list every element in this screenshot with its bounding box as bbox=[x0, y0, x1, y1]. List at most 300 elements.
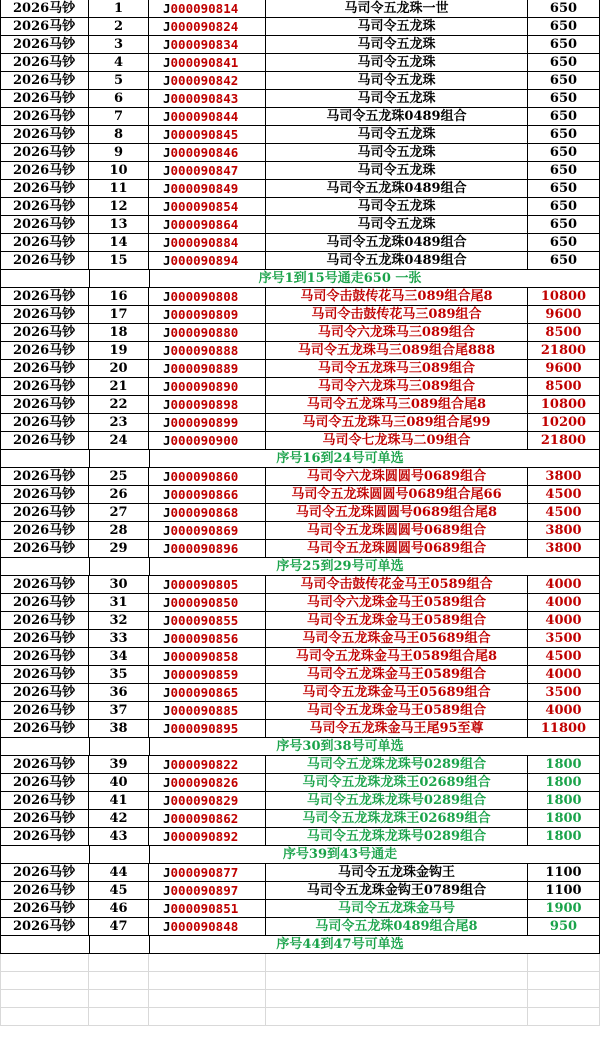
serial-number: 000090846 bbox=[170, 145, 239, 160]
description-cell: 马司令击鼓传花马三089组合尾8 bbox=[266, 288, 528, 306]
serial-prefix: J bbox=[163, 109, 171, 124]
serial-number: 000090826 bbox=[170, 775, 239, 790]
table-row bbox=[0, 180, 600, 198]
serial-number: 000090858 bbox=[170, 649, 239, 664]
table-row bbox=[0, 432, 600, 450]
year-cell: 2026马钞 bbox=[0, 234, 89, 252]
empty-row bbox=[0, 990, 600, 1008]
empty-cell bbox=[528, 954, 600, 972]
year-cell: 2026马钞 bbox=[0, 702, 89, 720]
table-row bbox=[0, 828, 600, 846]
seq-cell: 16 bbox=[89, 288, 149, 306]
serial-cell bbox=[149, 630, 266, 648]
group-note bbox=[0, 936, 600, 954]
seq-cell: 36 bbox=[89, 684, 149, 702]
empty-cell bbox=[149, 972, 266, 990]
year-cell: 2026马钞 bbox=[0, 198, 89, 216]
empty-cell bbox=[149, 954, 266, 972]
seq-cell: 15 bbox=[89, 252, 149, 270]
serial-prefix: J bbox=[163, 307, 171, 322]
year-cell: 2026马钞 bbox=[0, 864, 89, 882]
table-row bbox=[0, 684, 600, 702]
serial-number: 000090865 bbox=[170, 685, 239, 700]
price-cell: 650 bbox=[528, 108, 600, 126]
seq-cell: 9 bbox=[89, 144, 149, 162]
group-note-text: 序号16到24号可单选 bbox=[276, 451, 404, 466]
serial-cell bbox=[149, 360, 266, 378]
description-cell: 马司令五龙珠 bbox=[266, 18, 528, 36]
seq-cell: 33 bbox=[89, 630, 149, 648]
price-cell: 950 bbox=[528, 918, 600, 936]
table-row bbox=[0, 252, 600, 270]
empty-cell bbox=[149, 990, 266, 1008]
seq-cell: 12 bbox=[89, 198, 149, 216]
serial-number: 000090842 bbox=[170, 73, 239, 88]
serial-cell bbox=[149, 0, 266, 18]
description-cell: 马司令五龙珠圆圆号0689组合尾8 bbox=[266, 504, 528, 522]
serial-cell bbox=[149, 576, 266, 594]
serial-prefix: J bbox=[163, 469, 171, 484]
seq-cell: 31 bbox=[89, 594, 149, 612]
cell-divider bbox=[1, 738, 150, 756]
serial-prefix: J bbox=[163, 37, 171, 52]
serial-prefix: J bbox=[163, 433, 171, 448]
serial-prefix: J bbox=[163, 91, 171, 106]
serial-number: 000090805 bbox=[170, 577, 239, 592]
seq-cell: 45 bbox=[89, 882, 149, 900]
year-cell: 2026马钞 bbox=[0, 504, 89, 522]
price-cell: 650 bbox=[528, 72, 600, 90]
seq-cell: 47 bbox=[89, 918, 149, 936]
seq-cell: 14 bbox=[89, 234, 149, 252]
price-cell: 4000 bbox=[528, 666, 600, 684]
group-note bbox=[0, 270, 600, 288]
serial-number: 000090808 bbox=[170, 289, 239, 304]
table-row bbox=[0, 486, 600, 504]
table-row bbox=[0, 216, 600, 234]
empty-cell bbox=[89, 954, 149, 972]
serial-number: 000090897 bbox=[170, 883, 239, 898]
seq-cell: 8 bbox=[89, 126, 149, 144]
seq-cell: 34 bbox=[89, 648, 149, 666]
cell-divider bbox=[1, 270, 150, 288]
year-cell: 2026马钞 bbox=[0, 180, 89, 198]
table-row bbox=[0, 756, 600, 774]
serial-cell bbox=[149, 540, 266, 558]
table-row bbox=[0, 0, 600, 18]
price-cell: 11800 bbox=[528, 720, 600, 738]
description-cell: 马司令五龙珠圆圆号0689组合 bbox=[266, 522, 528, 540]
year-cell: 2026马钞 bbox=[0, 630, 89, 648]
group-note bbox=[0, 558, 600, 576]
table-row bbox=[0, 468, 600, 486]
seq-cell: 27 bbox=[89, 504, 149, 522]
seq-cell: 43 bbox=[89, 828, 149, 846]
empty-cell bbox=[266, 990, 528, 1008]
year-cell: 2026马钞 bbox=[0, 216, 89, 234]
year-cell: 2026马钞 bbox=[0, 612, 89, 630]
serial-prefix: J bbox=[163, 595, 171, 610]
price-cell: 650 bbox=[528, 36, 600, 54]
year-cell: 2026马钞 bbox=[0, 810, 89, 828]
price-cell: 4000 bbox=[528, 594, 600, 612]
table-row bbox=[0, 378, 600, 396]
price-cell: 650 bbox=[528, 162, 600, 180]
table-row bbox=[0, 630, 600, 648]
price-cell: 650 bbox=[528, 126, 600, 144]
empty-cell bbox=[266, 1008, 528, 1026]
year-cell: 2026马钞 bbox=[0, 306, 89, 324]
year-cell: 2026马钞 bbox=[0, 54, 89, 72]
serial-number: 000090829 bbox=[170, 793, 239, 808]
serial-cell bbox=[149, 108, 266, 126]
year-cell: 2026马钞 bbox=[0, 720, 89, 738]
serial-cell bbox=[149, 702, 266, 720]
table-row bbox=[0, 126, 600, 144]
seq-cell: 21 bbox=[89, 378, 149, 396]
serial-cell bbox=[149, 54, 266, 72]
description-cell: 马司令击鼓传花金马王0589组合 bbox=[266, 576, 528, 594]
seq-cell: 13 bbox=[89, 216, 149, 234]
serial-number: 000090859 bbox=[170, 667, 239, 682]
serial-number: 000090889 bbox=[170, 361, 239, 376]
price-cell: 4000 bbox=[528, 576, 600, 594]
table-row bbox=[0, 162, 600, 180]
table-row bbox=[0, 648, 600, 666]
serial-cell bbox=[149, 756, 266, 774]
table-row bbox=[0, 18, 600, 36]
description-cell: 马司令五龙珠马三089组合尾99 bbox=[266, 414, 528, 432]
table-row bbox=[0, 306, 600, 324]
year-cell: 2026马钞 bbox=[0, 126, 89, 144]
price-cell: 650 bbox=[528, 90, 600, 108]
serial-prefix: J bbox=[163, 883, 171, 898]
empty-cell bbox=[89, 1008, 149, 1026]
description-cell: 马司令五龙珠龙珠号0289组合 bbox=[266, 792, 528, 810]
serial-cell bbox=[149, 468, 266, 486]
year-cell: 2026马钞 bbox=[0, 288, 89, 306]
serial-prefix: J bbox=[163, 181, 171, 196]
description-cell: 马司令五龙珠 bbox=[266, 126, 528, 144]
group-note bbox=[0, 450, 600, 468]
table-row bbox=[0, 36, 600, 54]
empty-row bbox=[0, 972, 600, 990]
table-row bbox=[0, 360, 600, 378]
seq-cell: 44 bbox=[89, 864, 149, 882]
price-cell: 10800 bbox=[528, 396, 600, 414]
table-row bbox=[0, 900, 600, 918]
serial-cell bbox=[149, 36, 266, 54]
serial-prefix: J bbox=[163, 685, 171, 700]
description-cell: 马司令五龙珠 bbox=[266, 198, 528, 216]
serial-number: 000090851 bbox=[170, 901, 239, 916]
serial-prefix: J bbox=[163, 217, 171, 232]
seq-cell: 37 bbox=[89, 702, 149, 720]
seq-cell: 5 bbox=[89, 72, 149, 90]
serial-cell bbox=[149, 198, 266, 216]
table-row bbox=[0, 108, 600, 126]
description-cell: 马司令五龙珠金钩王0789组合 bbox=[266, 882, 528, 900]
year-cell: 2026马钞 bbox=[0, 108, 89, 126]
serial-prefix: J bbox=[163, 55, 171, 70]
serial-number: 000090869 bbox=[170, 523, 239, 538]
serial-number: 000090877 bbox=[170, 865, 239, 880]
serial-prefix: J bbox=[163, 757, 171, 772]
group-note-row bbox=[0, 738, 600, 756]
serial-number: 000090809 bbox=[170, 307, 239, 322]
seq-cell: 18 bbox=[89, 324, 149, 342]
price-cell: 8500 bbox=[528, 324, 600, 342]
empty-cell bbox=[0, 1008, 89, 1026]
price-cell: 3500 bbox=[528, 684, 600, 702]
year-cell: 2026马钞 bbox=[0, 414, 89, 432]
serial-number: 000090899 bbox=[170, 415, 239, 430]
serial-cell bbox=[149, 18, 266, 36]
seq-cell: 41 bbox=[89, 792, 149, 810]
seq-cell: 40 bbox=[89, 774, 149, 792]
seq-cell: 17 bbox=[89, 306, 149, 324]
description-cell: 马司令五龙珠金马王0589组合 bbox=[266, 612, 528, 630]
serial-prefix: J bbox=[163, 829, 171, 844]
serial-cell bbox=[149, 234, 266, 252]
table-row bbox=[0, 792, 600, 810]
serial-number: 000090864 bbox=[170, 217, 239, 232]
price-cell: 650 bbox=[528, 234, 600, 252]
description-cell: 马司令五龙珠马三089组合尾888 bbox=[266, 342, 528, 360]
price-cell: 3500 bbox=[528, 630, 600, 648]
price-cell: 10800 bbox=[528, 288, 600, 306]
cell-divider bbox=[1, 936, 150, 954]
year-cell: 2026马钞 bbox=[0, 252, 89, 270]
year-cell: 2026马钞 bbox=[0, 594, 89, 612]
description-cell: 马司令五龙珠 bbox=[266, 90, 528, 108]
serial-cell bbox=[149, 864, 266, 882]
serial-cell bbox=[149, 720, 266, 738]
serial-number: 000090822 bbox=[170, 757, 239, 772]
serial-number: 000090824 bbox=[170, 19, 239, 34]
serial-cell bbox=[149, 666, 266, 684]
price-cell: 1100 bbox=[528, 882, 600, 900]
price-cell: 1800 bbox=[528, 756, 600, 774]
serial-cell bbox=[149, 180, 266, 198]
year-cell: 2026马钞 bbox=[0, 648, 89, 666]
description-cell: 马司令六龙珠马三089组合 bbox=[266, 324, 528, 342]
serial-prefix: J bbox=[163, 523, 171, 538]
seq-cell: 26 bbox=[89, 486, 149, 504]
serial-cell bbox=[149, 504, 266, 522]
empty-cell bbox=[266, 972, 528, 990]
serial-number: 000090848 bbox=[170, 919, 239, 934]
year-cell: 2026马钞 bbox=[0, 900, 89, 918]
description-cell: 马司令五龙珠 bbox=[266, 144, 528, 162]
serial-prefix: J bbox=[163, 145, 171, 160]
serial-cell bbox=[149, 486, 266, 504]
price-cell: 4000 bbox=[528, 702, 600, 720]
group-note-text: 序号1到15号通走650 一张 bbox=[258, 271, 422, 286]
seq-cell: 1 bbox=[89, 0, 149, 18]
serial-number: 000090849 bbox=[170, 181, 239, 196]
table-row bbox=[0, 702, 600, 720]
price-cell: 4500 bbox=[528, 648, 600, 666]
group-note-row bbox=[0, 846, 600, 864]
year-cell: 2026马钞 bbox=[0, 882, 89, 900]
serial-prefix: J bbox=[163, 577, 171, 592]
table-row bbox=[0, 504, 600, 522]
group-note bbox=[0, 738, 600, 756]
serial-prefix: J bbox=[163, 235, 171, 250]
price-cell: 1800 bbox=[528, 774, 600, 792]
group-note-row bbox=[0, 270, 600, 288]
serial-prefix: J bbox=[163, 703, 171, 718]
year-cell: 2026马钞 bbox=[0, 0, 89, 18]
serial-number: 000090890 bbox=[170, 379, 239, 394]
serial-number: 000090843 bbox=[170, 91, 239, 106]
table-row bbox=[0, 288, 600, 306]
year-cell: 2026马钞 bbox=[0, 144, 89, 162]
serial-prefix: J bbox=[163, 505, 171, 520]
description-cell: 马司令五龙珠金马号 bbox=[266, 900, 528, 918]
seq-cell: 24 bbox=[89, 432, 149, 450]
serial-number: 000090856 bbox=[170, 631, 239, 646]
description-cell: 马司令五龙珠0489组合尾8 bbox=[266, 918, 528, 936]
empty-cell bbox=[528, 1008, 600, 1026]
empty-cell bbox=[89, 990, 149, 1008]
table-row bbox=[0, 90, 600, 108]
seq-cell: 39 bbox=[89, 756, 149, 774]
description-cell: 马司令五龙珠金马王0589组合 bbox=[266, 702, 528, 720]
group-note-text: 序号39到43号通走 bbox=[282, 847, 398, 862]
table-row bbox=[0, 522, 600, 540]
serial-cell bbox=[149, 72, 266, 90]
year-cell: 2026马钞 bbox=[0, 36, 89, 54]
year-cell: 2026马钞 bbox=[0, 162, 89, 180]
price-cell: 650 bbox=[528, 144, 600, 162]
serial-prefix: J bbox=[163, 199, 171, 214]
description-cell: 马司令五龙珠一世 bbox=[266, 0, 528, 18]
serial-cell bbox=[149, 126, 266, 144]
serial-prefix: J bbox=[163, 163, 171, 178]
table-row bbox=[0, 666, 600, 684]
serial-prefix: J bbox=[163, 649, 171, 664]
serial-prefix: J bbox=[163, 631, 171, 646]
serial-prefix: J bbox=[163, 343, 171, 358]
year-cell: 2026马钞 bbox=[0, 576, 89, 594]
empty-cell bbox=[149, 1008, 266, 1026]
serial-prefix: J bbox=[163, 793, 171, 808]
serial-prefix: J bbox=[163, 1, 171, 16]
description-cell: 马司令六龙珠金马王0589组合 bbox=[266, 594, 528, 612]
serial-prefix: J bbox=[163, 19, 171, 34]
description-cell: 马司令五龙珠0489组合 bbox=[266, 180, 528, 198]
year-cell: 2026马钞 bbox=[0, 918, 89, 936]
serial-number: 000090900 bbox=[170, 433, 239, 448]
serial-number: 000090884 bbox=[170, 235, 239, 250]
description-cell: 马司令五龙珠 bbox=[266, 216, 528, 234]
price-cell: 650 bbox=[528, 198, 600, 216]
serial-cell bbox=[149, 828, 266, 846]
seq-cell: 7 bbox=[89, 108, 149, 126]
table-row bbox=[0, 396, 600, 414]
table-row bbox=[0, 342, 600, 360]
price-cell: 10200 bbox=[528, 414, 600, 432]
serial-prefix: J bbox=[163, 127, 171, 142]
serial-cell bbox=[149, 792, 266, 810]
description-cell: 马司令五龙珠金钩王 bbox=[266, 864, 528, 882]
empty-cell bbox=[528, 972, 600, 990]
serial-number: 000090860 bbox=[170, 469, 239, 484]
group-note-text: 序号30到38号可单选 bbox=[276, 739, 404, 754]
table-row bbox=[0, 324, 600, 342]
year-cell: 2026马钞 bbox=[0, 324, 89, 342]
description-cell: 马司令五龙珠 bbox=[266, 54, 528, 72]
serial-prefix: J bbox=[163, 325, 171, 340]
year-cell: 2026马钞 bbox=[0, 396, 89, 414]
serial-number: 000090895 bbox=[170, 721, 239, 736]
serial-number: 000090814 bbox=[170, 1, 239, 16]
price-cell: 9600 bbox=[528, 360, 600, 378]
year-cell: 2026马钞 bbox=[0, 666, 89, 684]
seq-cell: 11 bbox=[89, 180, 149, 198]
empty-row bbox=[0, 1008, 600, 1026]
serial-cell bbox=[149, 882, 266, 900]
serial-cell bbox=[149, 432, 266, 450]
table-row bbox=[0, 414, 600, 432]
description-cell: 马司令五龙珠龙珠王02689组合 bbox=[266, 810, 528, 828]
serial-prefix: J bbox=[163, 541, 171, 556]
serial-prefix: J bbox=[163, 289, 171, 304]
cell-divider bbox=[1, 558, 150, 576]
description-cell: 马司令五龙珠金马王05689组合 bbox=[266, 684, 528, 702]
year-cell: 2026马钞 bbox=[0, 378, 89, 396]
seq-cell: 42 bbox=[89, 810, 149, 828]
empty-cell bbox=[528, 990, 600, 1008]
price-cell: 9600 bbox=[528, 306, 600, 324]
empty-cell bbox=[0, 954, 89, 972]
serial-cell bbox=[149, 648, 266, 666]
serial-prefix: J bbox=[163, 487, 171, 502]
description-cell: 马司令五龙珠金马王0589组合 bbox=[266, 666, 528, 684]
serial-cell bbox=[149, 612, 266, 630]
year-cell: 2026马钞 bbox=[0, 522, 89, 540]
seq-cell: 46 bbox=[89, 900, 149, 918]
serial-number: 000090868 bbox=[170, 505, 239, 520]
price-cell: 1800 bbox=[528, 810, 600, 828]
description-cell: 马司令五龙珠金马王尾95至尊 bbox=[266, 720, 528, 738]
seq-cell: 29 bbox=[89, 540, 149, 558]
serial-prefix: J bbox=[163, 811, 171, 826]
year-cell: 2026马钞 bbox=[0, 828, 89, 846]
serial-cell bbox=[149, 774, 266, 792]
seq-cell: 6 bbox=[89, 90, 149, 108]
empty-cell bbox=[0, 990, 89, 1008]
serial-cell bbox=[149, 342, 266, 360]
serial-number: 000090896 bbox=[170, 541, 239, 556]
cell-divider bbox=[1, 450, 150, 468]
price-cell: 3800 bbox=[528, 522, 600, 540]
serial-cell bbox=[149, 918, 266, 936]
seq-cell: 22 bbox=[89, 396, 149, 414]
serial-prefix: J bbox=[163, 721, 171, 736]
serial-prefix: J bbox=[163, 919, 171, 934]
serial-cell bbox=[149, 144, 266, 162]
price-cell: 1900 bbox=[528, 900, 600, 918]
table-row bbox=[0, 72, 600, 90]
serial-number: 000090847 bbox=[170, 163, 239, 178]
table-row bbox=[0, 594, 600, 612]
serial-number: 000090892 bbox=[170, 829, 239, 844]
serial-number: 000090841 bbox=[170, 55, 239, 70]
serial-prefix: J bbox=[163, 901, 171, 916]
